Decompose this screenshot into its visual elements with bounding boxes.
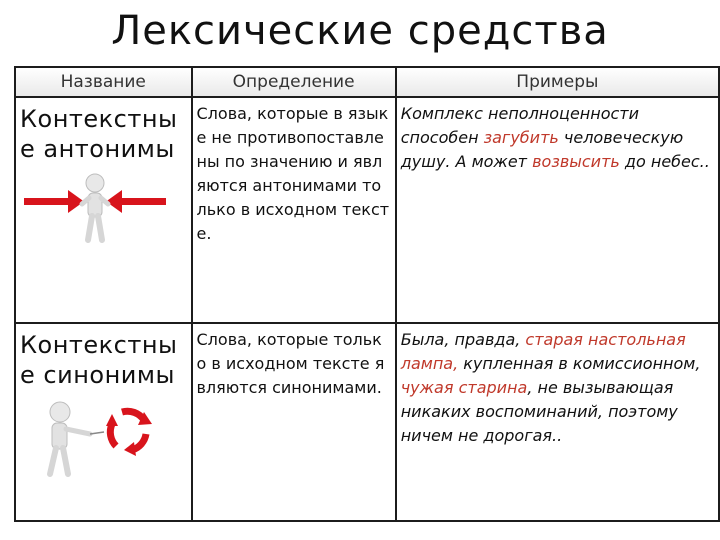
lexical-table bbox=[14, 66, 720, 522]
definition-text: Слова, которые только в исходном тексте являются синонимами. bbox=[196, 330, 385, 397]
header-name: Название bbox=[15, 67, 192, 97]
term-name: Контекстные антонимы bbox=[20, 105, 178, 163]
header-definition: Определение bbox=[192, 67, 396, 97]
example-part: Комплекс неполноценности способен bbox=[400, 104, 640, 147]
example-cell bbox=[396, 97, 719, 323]
example-highlight: чужая старина bbox=[400, 378, 528, 397]
example-part: , не вызывающая никаких воспоминаний, поэтому ничем не дорогая.. bbox=[400, 378, 678, 445]
table-row bbox=[15, 323, 719, 521]
name-cell bbox=[15, 97, 192, 323]
example-highlight: старая настольная лампа, bbox=[400, 330, 686, 373]
example-part: Была, правда, bbox=[400, 330, 526, 349]
example-cell bbox=[396, 323, 719, 521]
header-examples: Примеры bbox=[396, 67, 719, 97]
table-row bbox=[15, 97, 719, 323]
example-part: купленная в комиссионном, bbox=[458, 354, 701, 373]
example-highlight: загубить bbox=[483, 128, 559, 147]
example-part: человеческую душу. А может bbox=[400, 128, 684, 171]
definition-cell bbox=[192, 323, 396, 521]
name-cell bbox=[15, 323, 192, 521]
example-text bbox=[401, 324, 714, 448]
page-title: Лексические средства bbox=[111, 8, 609, 54]
example-highlight: возвысить bbox=[532, 152, 620, 171]
example-text bbox=[401, 98, 714, 174]
example-part: до небес.. bbox=[619, 152, 710, 171]
figure-with-recycle-icon bbox=[20, 398, 170, 478]
definition-cell bbox=[192, 97, 396, 323]
figure-between-arrows-icon bbox=[20, 172, 170, 248]
definition-text: Слова, которые в языке не противопоставлены по значению и являются антонимами только в исходном тексте. bbox=[196, 104, 390, 243]
header-row bbox=[15, 67, 719, 97]
term-name: Контекстные синонимы bbox=[20, 331, 178, 389]
